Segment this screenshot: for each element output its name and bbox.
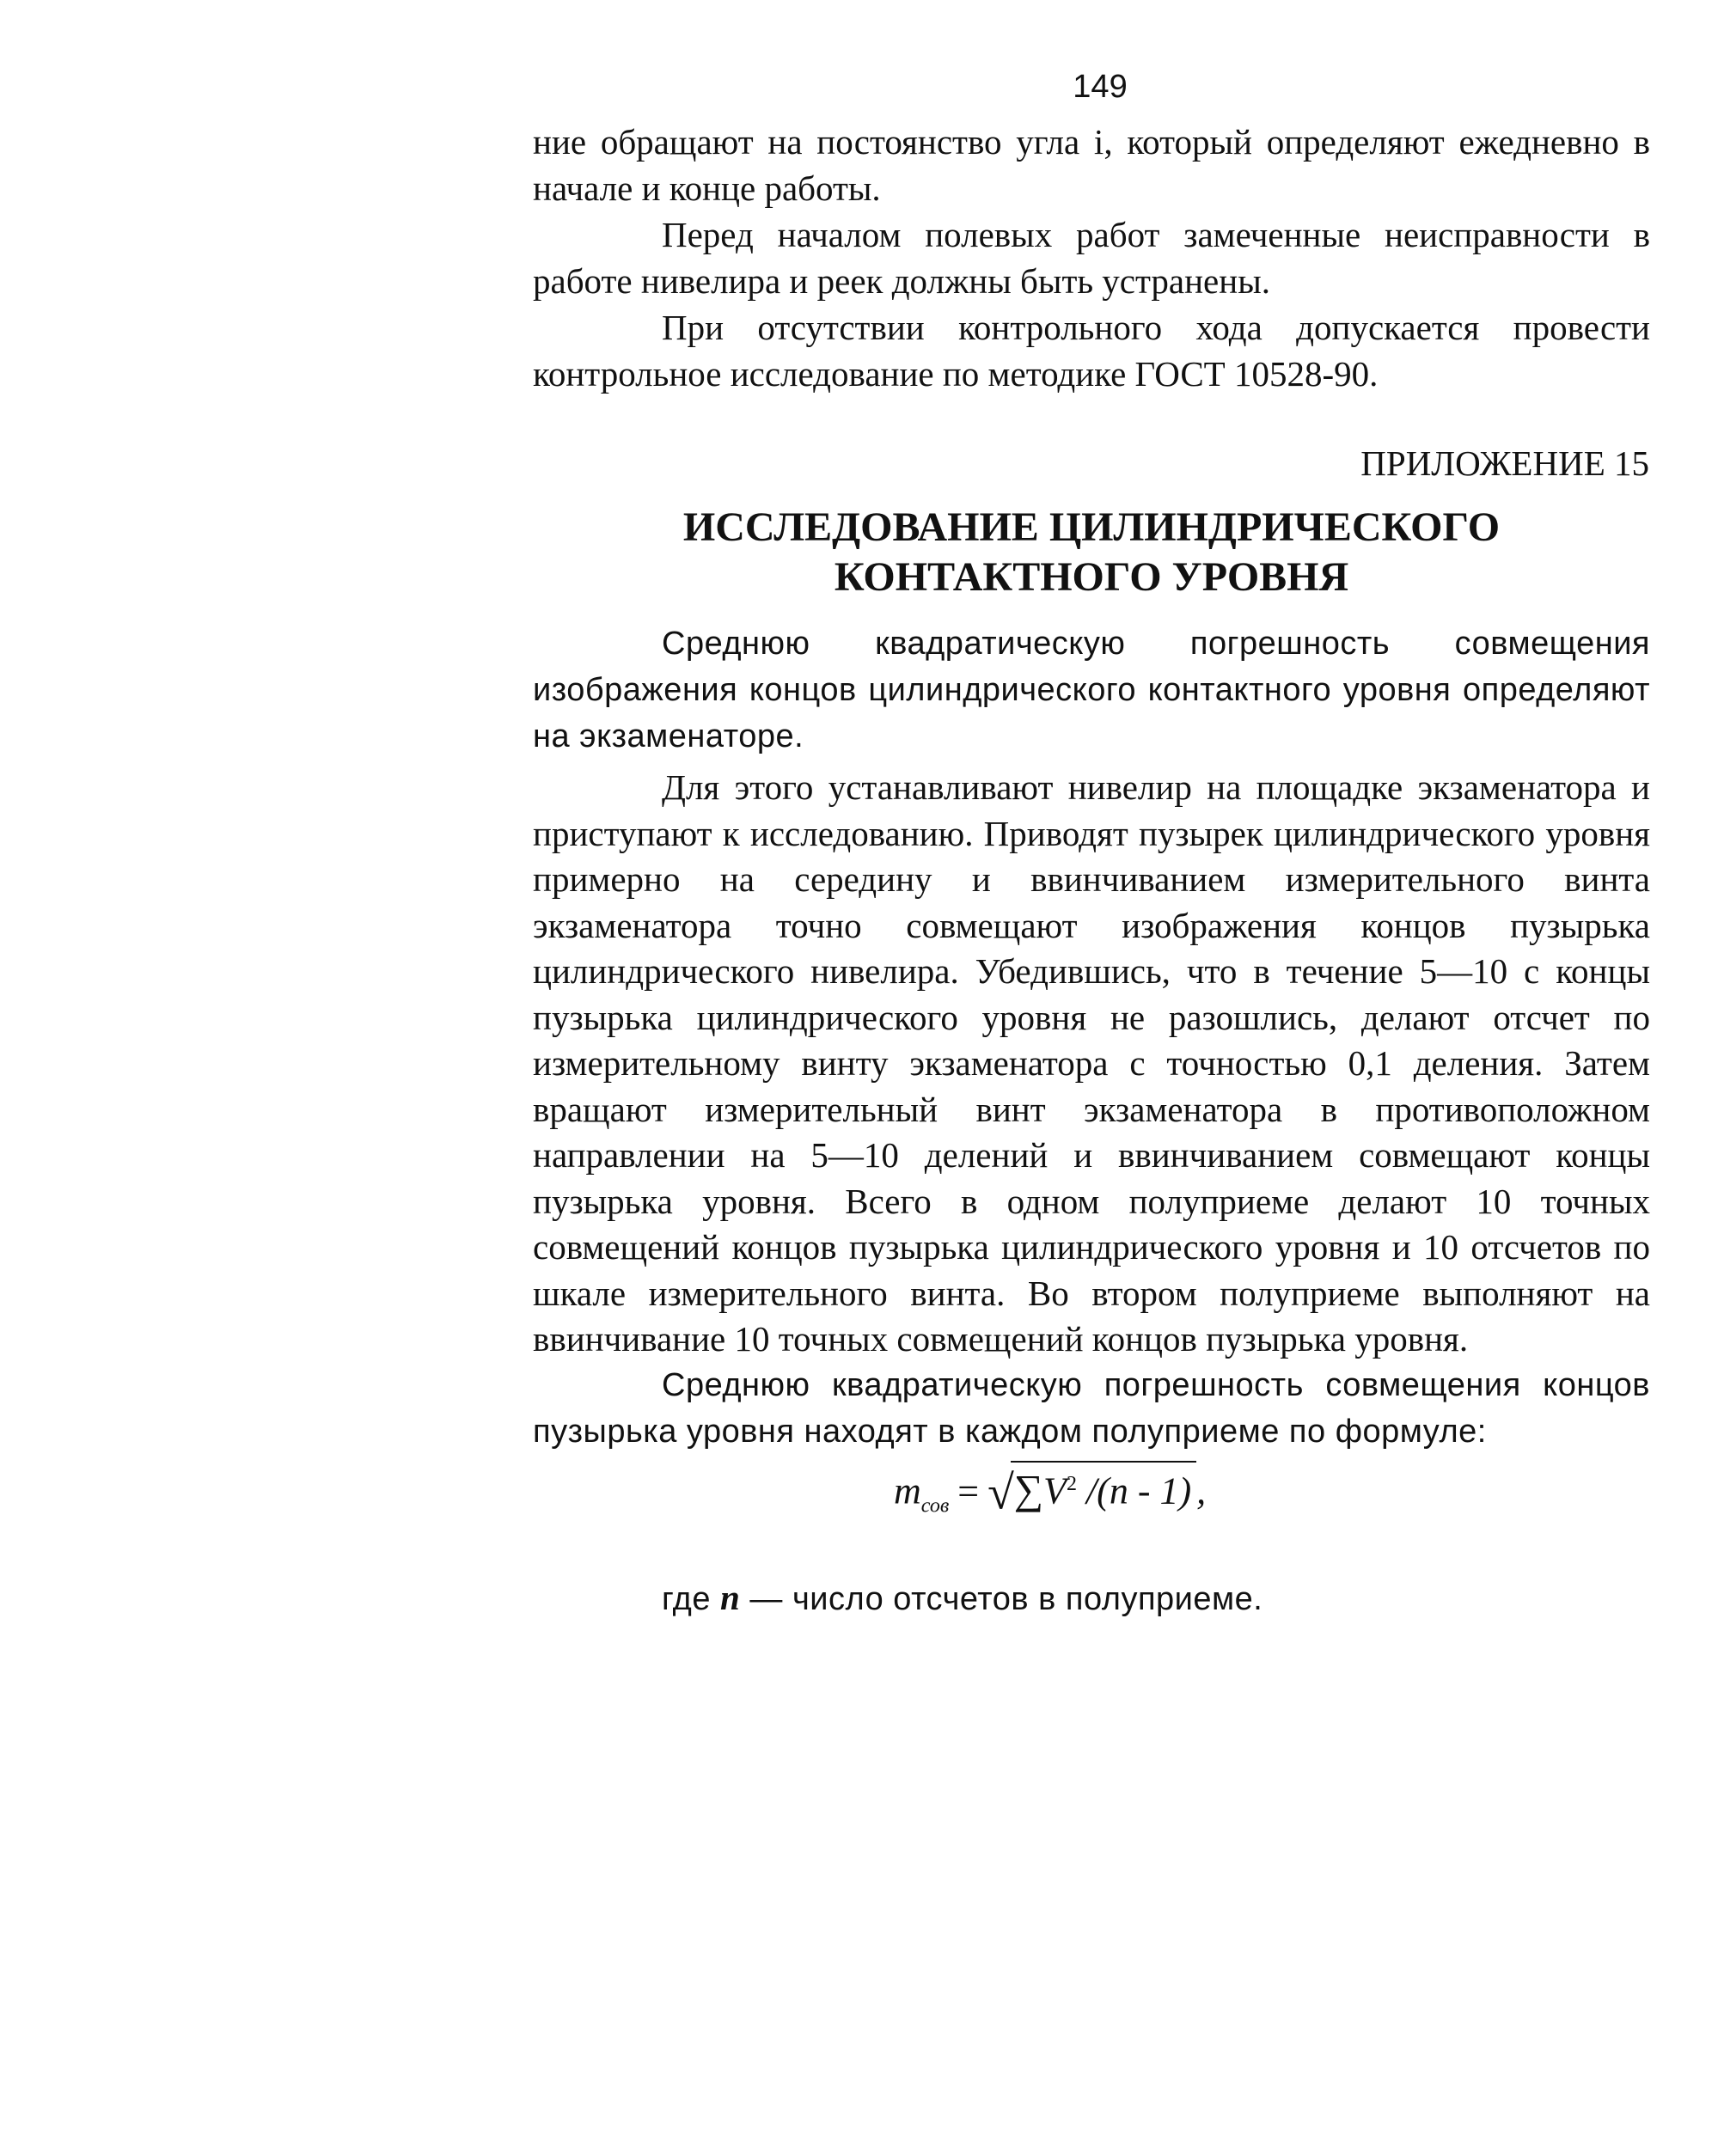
- body-paragraph: Для этого устанавливают нивелир на площадке экзаменатора и приступают к исследованию. Приводят пузырек цилиндрического уровня примерно на середину и ввинчиванием измерительного винта экзаменатора точно совмещают изображения концов пузырька цилиндрического нивелира. Убедившись, что в течение 5—10 с концы пузырька цилиндрического уровня не разошлись, делают отсчет по измерительному винту экзаменатора с точностью 0,1 деления. Затем вращают измерительный винт экзаменатора в противоположном направлении на 5—10 делений и ввинчиванием совмещают концы пузырька уровня. Всего в одном полуприеме делают 10 точных совмещений концов пузырька цилиндрического уровня и 10 отсчетов по шкале измерительного винта. Во втором полуприеме выполняют на ввинчивание 10 точных совмещений концов пузырька уровня.: [533, 767, 1650, 1359]
- body-text: [533, 1362, 1650, 1455]
- where-text: — число отсчетов в полуприеме.: [740, 1581, 1263, 1617]
- body-text: [533, 620, 1650, 760]
- formula-power: 2: [1066, 1473, 1077, 1495]
- intro-paragraph: Перед началом полевых работ замеченные неисправности в работе нивелира и реек должны быть устранены.: [533, 215, 1650, 301]
- section-title-line: ИССЛЕДОВАНИЕ ЦИЛИНДРИЧЕСКОГО: [682, 504, 1501, 550]
- formula-equals: =: [957, 1469, 980, 1512]
- sum-icon: ∑: [1013, 1467, 1044, 1513]
- page-number: 149: [1073, 69, 1128, 105]
- where-prefix: где: [662, 1581, 721, 1617]
- intro-paragraph: ние обращают на постоянство угла i, который определяют ежедневно в начале и конце работы.: [533, 122, 1650, 208]
- intro-paragraph: При отсутствии контрольного хода допускается провести контрольное исследование по методике ГОСТ 10528-90.: [533, 308, 1650, 394]
- formula-explanation: [662, 1577, 1263, 1618]
- square-root-icon: √: [987, 1466, 1014, 1520]
- section-title-line: КОНТАКТНОГО УРОВНЯ: [834, 554, 1349, 600]
- formula-variable: V: [1043, 1469, 1067, 1512]
- formula-lhs-subscript: сов: [920, 1494, 950, 1518]
- body-paragraph: Среднюю квадратическую погрешность совмещения концов пузырька уровня находят в каждом полуприеме по формуле:: [533, 1367, 1650, 1450]
- intro-text: [533, 119, 1650, 397]
- formula-radicand: [1011, 1461, 1196, 1513]
- formula-lhs: m: [894, 1469, 921, 1512]
- appendix-label: ПРИЛОЖЕНИЕ 15: [1360, 443, 1649, 483]
- where-variable: n: [720, 1578, 741, 1617]
- body-text: [533, 765, 1650, 1363]
- section-title: [533, 503, 1650, 602]
- formula-tail: ,: [1196, 1469, 1207, 1512]
- body-paragraph: Среднюю квадратическую погрешность совмещения изображения концов цилиндрического контактного уровня определяют на экзаменаторе.: [533, 626, 1650, 754]
- formula: [894, 1461, 1206, 1521]
- formula-denominator: /(n - 1): [1076, 1469, 1192, 1512]
